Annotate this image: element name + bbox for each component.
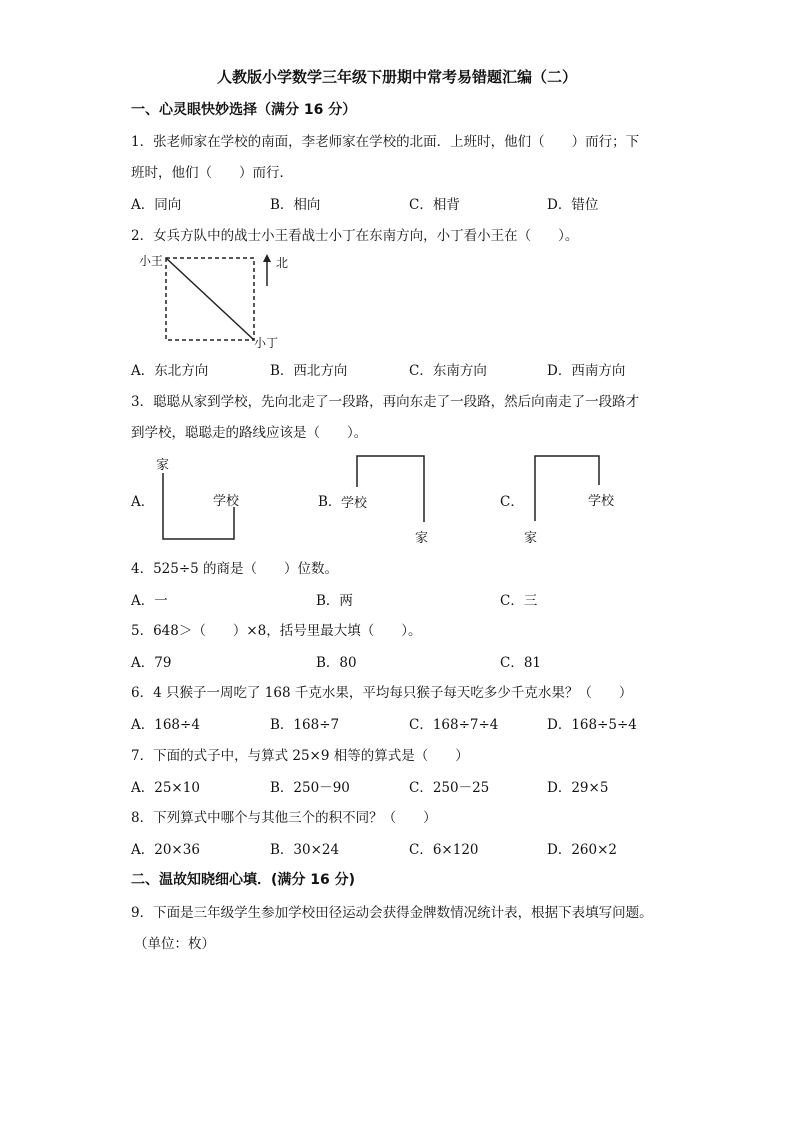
q2-option-a: A．东北方向	[131, 363, 209, 379]
question-1-line-2: 班时，他们（ ）而行．	[131, 165, 293, 181]
q4-option-c: C．三	[500, 593, 538, 609]
q2-option-c: C．东南方向	[409, 363, 487, 379]
q7-option-c: C．250－25	[409, 780, 490, 796]
question-3-line-2: 到学校，聪聪走的路线应该是（ ）。	[131, 425, 368, 441]
q8-option-a: A．20×36	[131, 842, 200, 858]
q3-c-home: 家	[524, 531, 538, 546]
question-1-line-1: 1．张老师家在学校的南面，李老师家在学校的北面．上班时，他们（ ）而行；下	[131, 134, 640, 150]
q8-option-c: C．6×120	[409, 842, 479, 858]
section-heading-fill: 二、温故知晓细心填．(满分 16 分)	[131, 872, 356, 888]
q3-option-c: C．	[500, 494, 524, 510]
q1-option-c: C．相背	[409, 197, 460, 213]
question-6-line-1: 6．4 只猴子一周吃了 168 千克水果，平均每只猴子每天吃多少千克水果？（ ）	[131, 685, 633, 701]
q6-option-d: D．168÷5÷4	[547, 717, 637, 733]
q2-option-b: B．西北方向	[270, 363, 348, 379]
q2-label-xiaowang: 小王	[139, 254, 164, 268]
section-heading-choice: 一、心灵眼快妙选择（满分 16 分）	[131, 102, 357, 118]
page-title: 人教版小学数学三年级下册期中常考易错题汇编（二）	[216, 68, 577, 86]
q3-a-school: 学校	[213, 494, 240, 509]
q2-label-north: 北	[276, 256, 289, 270]
q7-option-a: A．25×10	[131, 780, 200, 796]
question-3-line-1: 3．聪聪从家到学校，先向北走了一段路，再向东走了一段路，然后向南走了一段路才	[131, 394, 640, 410]
q4-option-b: B．两	[316, 593, 353, 609]
q3-route-a	[155, 450, 255, 545]
question-2-line-1: 2．女兵方队中的战士小王看战士小丁在东南方向，小丁看小王在（ ）。	[131, 228, 579, 244]
q3-option-a: A．	[131, 494, 155, 510]
q5-option-b: B．80	[316, 655, 357, 671]
q5-option-c: C．81	[500, 655, 542, 671]
q8-option-b: B．30×24	[270, 842, 340, 858]
q6-option-c: C．168÷7÷4	[409, 717, 499, 733]
q1-option-b: B．相向	[270, 197, 321, 213]
question-8-line-1: 8．下列算式中哪个与其他三个的积不同？（ ）	[131, 810, 437, 826]
q1-option-d: D．错位	[547, 197, 599, 213]
question-7-line-1: 7．下面的式子中，与算式 25×9 相等的算式是（ ）	[131, 748, 469, 764]
q6-option-a: A．168÷4	[131, 717, 200, 733]
q4-option-a: A．一	[131, 593, 168, 609]
q7-option-b: B．250－90	[270, 780, 350, 796]
q3-b-school: 学校	[341, 496, 368, 511]
q7-option-d: D．29×5	[547, 780, 609, 796]
q8-option-d: D．260×2	[547, 842, 617, 858]
q1-option-a: A．同向	[131, 197, 182, 213]
q2-option-d: D．西南方向	[547, 363, 626, 379]
question-5-line-1: 5．648＞（ ）×8，括号里最大填（ ）。	[131, 623, 422, 639]
question-4-line-1: 4．525÷5 的商是（ ）位数。	[131, 561, 339, 577]
q5-option-a: A．79	[131, 655, 172, 671]
q3-c-school: 学校	[588, 494, 615, 509]
question-9-line-1: 9．下面是三年级学生参加学校田径运动会获得金牌数情况统计表，根据下表填写问题。	[131, 905, 653, 921]
q6-option-b: B．168÷7	[270, 717, 340, 733]
q2-label-xiaoding: 小丁	[254, 336, 279, 350]
question-9-unit: （单位：枚）	[134, 936, 215, 952]
q3-a-home: 家	[156, 458, 170, 473]
q3-option-b: B．	[318, 494, 342, 510]
q3-b-home: 家	[415, 531, 429, 546]
